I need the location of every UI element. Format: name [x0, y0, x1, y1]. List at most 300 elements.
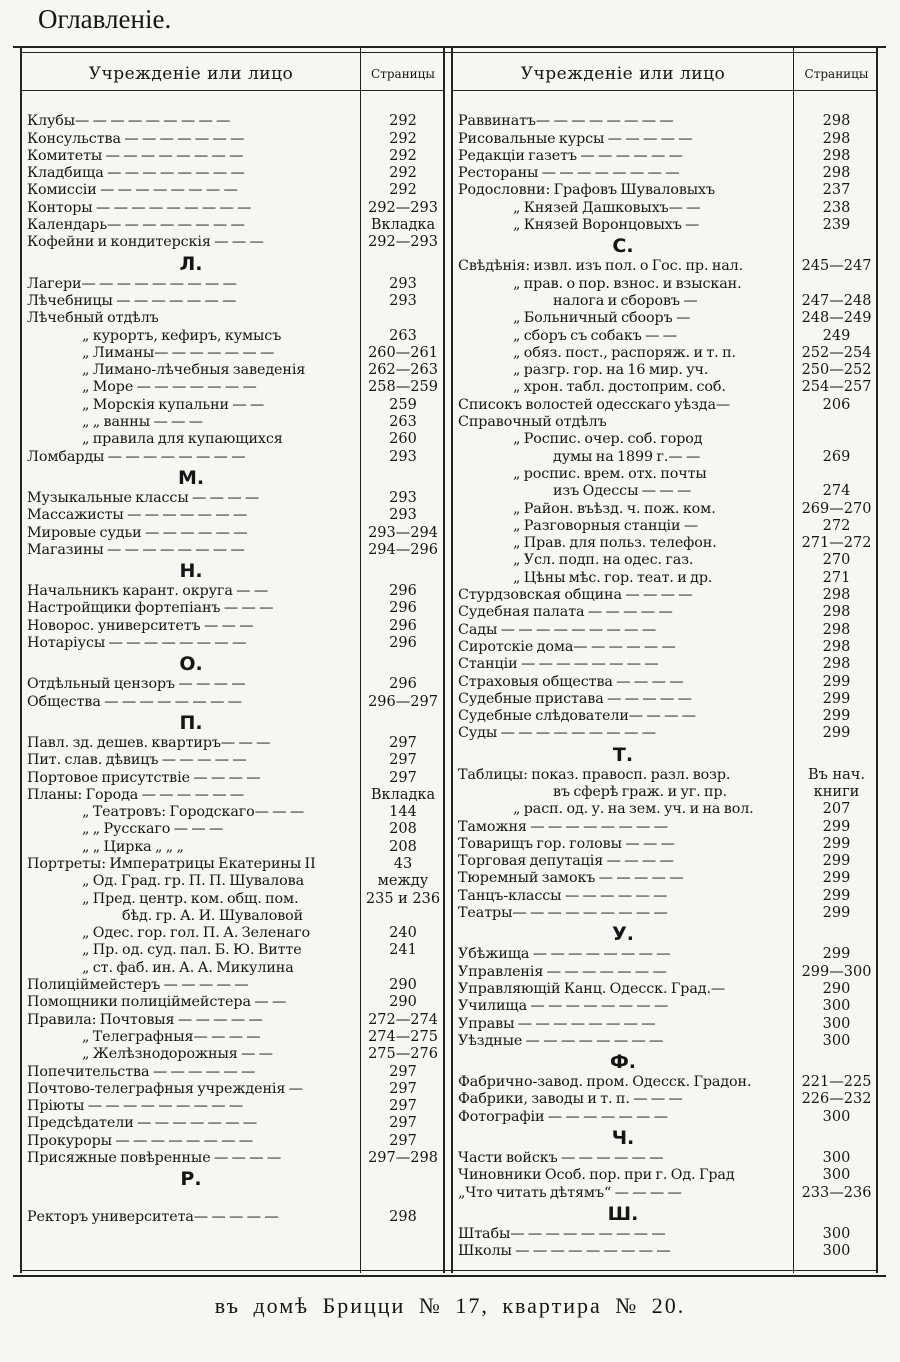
- entry-name: Сиротскіе дома— — — — — —: [458, 638, 676, 655]
- index-entry: [453, 1226, 876, 1243]
- entry-name: Присяжные повѣренные — — — —: [27, 1150, 282, 1167]
- entry-page: 292: [389, 113, 417, 130]
- letter-heading-text: Н.: [179, 560, 203, 583]
- entry-page: Вкладка: [370, 217, 436, 234]
- index-entry: [22, 217, 443, 234]
- letter-heading-text: Ч.: [611, 1127, 635, 1150]
- entry-page: 226—232: [801, 1091, 872, 1108]
- entry-page: 299: [822, 835, 851, 852]
- entry-page: 262—263: [368, 362, 438, 379]
- entry-name: „ Цѣны мѣс. гор. теат. и др.: [513, 569, 713, 586]
- entry-name: „ Прав. для польз. телефон.: [513, 535, 717, 552]
- entry-page: 298: [822, 130, 851, 147]
- entry-name: Чиновники Особ. пор. при г. Од. Град: [458, 1167, 735, 1184]
- letter-heading: [22, 652, 443, 676]
- letter-heading-text: М.: [177, 466, 205, 489]
- entry-page: 300: [822, 1032, 851, 1049]
- entry-name: „ курортъ, кефиръ, кумысъ: [82, 327, 282, 344]
- entry-name: Планы: Города — — — — — —: [27, 786, 245, 803]
- index-entry: [22, 1081, 443, 1098]
- entry-page: 292: [389, 165, 417, 182]
- index-entry: [453, 905, 876, 922]
- entry-page: 260—261: [368, 344, 438, 361]
- entry-name: Тюремный замокъ — — — — —: [458, 870, 684, 887]
- entry-page: 297: [389, 769, 417, 786]
- index-entry: [453, 535, 876, 552]
- entry-page: 292—293: [368, 234, 438, 251]
- entry-name: „ правила для купающихся: [82, 431, 283, 448]
- letter-heading: [453, 1050, 876, 1074]
- entry-name: „ роспис. врем. отх. почты: [513, 465, 707, 482]
- entry-page: 297: [389, 1132, 417, 1149]
- entry-page: книги: [813, 783, 860, 800]
- index-entry: [453, 1091, 876, 1108]
- index-entry: [22, 977, 443, 994]
- letter-heading-text: У.: [612, 923, 634, 946]
- index-entry: [453, 639, 876, 656]
- index-entry: [453, 981, 876, 998]
- index-entry: [453, 276, 876, 293]
- entry-page: 300: [822, 1243, 851, 1260]
- letter-heading: [453, 1126, 876, 1150]
- index-entry: [22, 1115, 443, 1132]
- index-entry: [453, 870, 876, 887]
- entry-page: 299: [822, 870, 851, 887]
- entry-page: 290: [389, 977, 417, 994]
- entry-name: Пит. слав. дѣвицъ — — — — —: [27, 752, 247, 769]
- index-entry: [22, 148, 443, 165]
- index-entry: [22, 200, 443, 217]
- entry-page: 299: [822, 708, 851, 725]
- index-entry: [453, 328, 876, 345]
- index-entry: [453, 946, 876, 963]
- index-entry: [22, 507, 443, 524]
- index-entry: [453, 414, 876, 431]
- index-entry: [453, 604, 876, 621]
- entry-page: 272—274: [368, 1011, 438, 1028]
- entry-page: 206: [822, 396, 851, 413]
- entry-page: 293: [389, 448, 417, 465]
- left-rows: [22, 96, 443, 1226]
- entry-name: „ хрон. табл. достоприм. соб.: [513, 379, 726, 396]
- entry-page: 300: [822, 1225, 851, 1242]
- entry-page: 238: [822, 199, 851, 216]
- entry-page: 239: [822, 217, 851, 234]
- index-entry: [22, 925, 443, 942]
- index-entry: [22, 600, 443, 617]
- entry-name: Помощники полиціймейстера — —: [27, 994, 287, 1011]
- entry-name: Почтово-телеграфныя учрежденія —: [27, 1080, 303, 1097]
- entry-name: Рестораны — — — — — — — —: [458, 165, 680, 182]
- entry-page: 300: [822, 998, 851, 1015]
- entry-name: Станціи — — — — — — — —: [458, 656, 659, 673]
- entry-name: „ Разговорныя станціи —: [513, 517, 699, 534]
- entry-page: 293: [389, 507, 417, 524]
- entry-page: 293—294: [368, 524, 438, 541]
- entry-page: 208: [389, 838, 417, 855]
- entry-page: 296: [389, 600, 417, 617]
- right-column-header: [453, 56, 876, 91]
- entry-page: 270: [822, 552, 851, 569]
- index-entry: [22, 1098, 443, 1115]
- entry-page: 245—247: [801, 258, 872, 275]
- entry-name: въ сферѣ граж. и уг. пр.: [553, 783, 727, 800]
- entry-page: 263: [389, 327, 417, 344]
- index-entry: [22, 1133, 443, 1150]
- entry-name: Массажисты — — — — — — —: [27, 507, 248, 524]
- entry-name: Общества — — — — — — — —: [27, 693, 242, 710]
- entry-name: Лѣчебный отдѣлъ: [27, 310, 159, 327]
- letter-heading: [22, 711, 443, 735]
- index-entry: [453, 853, 876, 870]
- entry-name: Ректоръ университета— — — — —: [27, 1208, 279, 1225]
- right-column: [451, 46, 878, 1273]
- entry-page: 252—254: [801, 344, 872, 361]
- entry-page: 299: [822, 673, 851, 690]
- entry-page: 293: [389, 489, 417, 506]
- index-entry: [453, 1109, 876, 1126]
- entry-name: Отдѣльный цензоръ — — — —: [27, 676, 246, 693]
- index-entry: [22, 787, 443, 804]
- right-rows: [453, 96, 876, 1261]
- entry-name: „ Пред. центр. ком. общ. пом.: [82, 890, 299, 907]
- entry-name: Школы — — — — — — — — —: [458, 1243, 671, 1260]
- entry-name: Настройщики фортепіанъ — — —: [27, 600, 274, 617]
- entry-page: 298: [822, 587, 851, 604]
- entry-page: 292—293: [368, 199, 438, 216]
- index-entry: [453, 200, 876, 217]
- entry-name: Мировые судьи — — — — — —: [27, 524, 248, 541]
- index-entry: [453, 131, 876, 148]
- entry-name: Начальникъ карант. округа — —: [27, 583, 269, 600]
- letter-heading-text: Ш.: [607, 1202, 639, 1225]
- entry-page: 300: [822, 1108, 851, 1125]
- letter-heading: [453, 234, 876, 258]
- index-entry: [453, 622, 876, 639]
- index-entry: [22, 397, 443, 414]
- entry-page: 269: [822, 448, 851, 465]
- entry-name: „ Пр. од. суд. пал. Б. Ю. Витте: [82, 942, 302, 959]
- entry-name: Консульства — — — — — — —: [27, 130, 245, 147]
- left-header-pages: Страницы: [371, 67, 435, 81]
- index-entry: [22, 328, 443, 345]
- index-entry: [22, 635, 443, 652]
- entry-page: 299: [822, 853, 851, 870]
- entry-page: 298: [822, 604, 851, 621]
- index-entry: [22, 583, 443, 600]
- index-entry: [22, 694, 443, 711]
- index-entry: [453, 293, 876, 310]
- entry-page: 249: [822, 327, 851, 344]
- index-entry: [453, 836, 876, 853]
- entry-name: „ обяз. пост., распоряж. и т. п.: [513, 344, 736, 361]
- letter-heading-text: Ф.: [609, 1051, 637, 1074]
- entry-page: 298: [822, 165, 851, 182]
- entry-name: Комиссіи — — — — — — — —: [27, 182, 238, 199]
- index-entry: [22, 525, 443, 542]
- index-entry: [453, 501, 876, 518]
- entry-name: Штабы— — — — — — — — —: [458, 1225, 666, 1242]
- entry-name: Сады — — — — — — — — —: [458, 621, 657, 638]
- entry-page: 269—270: [801, 500, 872, 517]
- entry-name: „ Од. Град. гр. П. П. Шувалова: [82, 873, 305, 890]
- letter-heading-text: Л.: [179, 252, 203, 275]
- index-entry: [22, 804, 443, 821]
- index-entry: [453, 1185, 876, 1202]
- entry-page: 274: [822, 483, 851, 500]
- index-entry: [22, 379, 443, 396]
- entry-page: 275—276: [368, 1046, 438, 1063]
- letter-heading: [22, 466, 443, 490]
- entry-page: 292: [389, 130, 417, 147]
- index-entry: [453, 217, 876, 234]
- index-entry: [453, 1033, 876, 1050]
- entry-page: 263: [389, 414, 417, 431]
- index-entry: [453, 466, 876, 483]
- entry-name: „ „ ванны — — —: [82, 414, 203, 431]
- entry-name: Портовое присутствіе — — — —: [27, 769, 261, 786]
- index-entry: [22, 234, 443, 251]
- entry-page: 293: [389, 275, 417, 292]
- entry-name: „ прав. о пор. взнос. и взыскан.: [513, 275, 742, 292]
- index-entry: [453, 1074, 876, 1091]
- entry-page: 207: [822, 801, 851, 818]
- entry-page: 290: [822, 980, 851, 997]
- entry-name: „ Желѣзнодорожныя — —: [82, 1046, 273, 1063]
- entry-page: 293: [389, 292, 417, 309]
- letter-heading-text: С.: [612, 235, 634, 258]
- letter-heading: [22, 252, 443, 276]
- entry-page: 299—300: [801, 963, 872, 980]
- footer-address: въ домѣ Брицци № 17, квартира № 20.: [214, 1293, 686, 1318]
- index-entry: [22, 873, 443, 890]
- entry-page: 233—236: [801, 1184, 872, 1201]
- entry-name: „Что читать дѣтямъ“ — — — —: [458, 1184, 682, 1201]
- entry-name: Кладбища — — — — — — — —: [27, 165, 245, 182]
- index-entry: [22, 618, 443, 635]
- right-header-name: Учрежденіе или лицо: [520, 64, 726, 84]
- entry-page: 221—225: [801, 1074, 872, 1091]
- index-entry: [22, 960, 443, 977]
- entry-page: 254—257: [801, 379, 872, 396]
- entry-page: 296: [389, 617, 417, 634]
- entry-name: думы на 1899 г.— —: [553, 448, 701, 465]
- entry-page: 299: [822, 818, 851, 835]
- entry-page: 248—249: [801, 310, 872, 327]
- letter-heading: [453, 922, 876, 946]
- index-entry: [22, 293, 443, 310]
- entry-page: 298: [822, 621, 851, 638]
- entry-page: 299: [822, 905, 851, 922]
- index-entry: [453, 518, 876, 535]
- index-entry: [453, 784, 876, 801]
- entry-page: 237: [822, 182, 851, 199]
- entry-name: „ ст. фаб. ин. А. А. Микулина: [82, 959, 294, 976]
- index-entry: [453, 345, 876, 362]
- index-entry: [22, 449, 443, 466]
- index-entry: [22, 276, 443, 293]
- entry-page: 297: [389, 1115, 417, 1132]
- index-entry: [22, 856, 443, 873]
- index-entry: [22, 752, 443, 769]
- entry-page: 271: [822, 569, 851, 586]
- entry-name: Клубы— — — — — — — — —: [27, 113, 231, 130]
- entry-name: Уѣздные — — — — — — — —: [458, 1032, 664, 1049]
- entry-name: Кофейни и кондитерскія — — —: [27, 234, 264, 251]
- letter-heading-text: Р.: [180, 1168, 202, 1191]
- index-entry: [22, 1150, 443, 1167]
- entry-page: 292: [389, 182, 417, 199]
- entry-page: Въ нач.: [808, 766, 865, 783]
- entry-page: 298: [389, 1208, 417, 1225]
- index-entry: [22, 362, 443, 379]
- entry-page: 297: [389, 1080, 417, 1097]
- entry-name: Товарищъ гор. головы — — —: [458, 835, 675, 852]
- letter-heading: [22, 559, 443, 583]
- entry-name: Попечительства — — — — — —: [27, 1063, 256, 1080]
- entry-name: Нотаріусы — — — — — — — —: [27, 635, 247, 652]
- index-entry: [453, 570, 876, 587]
- entry-name: Части войскъ — — — — — —: [458, 1150, 664, 1167]
- entry-name: „ „ Цирка „ „ „: [82, 838, 184, 855]
- index-entry: [22, 770, 443, 787]
- entry-page: 272: [822, 517, 851, 534]
- entry-page: 299: [822, 946, 851, 963]
- index-entry: [22, 113, 443, 130]
- entry-name: Конторы — — — — — — — — —: [27, 199, 252, 216]
- index-entry: [453, 819, 876, 836]
- entry-page: 298: [822, 638, 851, 655]
- entry-name: Стурдзовская община — — — —: [458, 587, 693, 604]
- entry-name: „ Телеграфныя— — — —: [82, 1028, 261, 1045]
- entry-name: Судебные пристава — — — — —: [458, 690, 692, 707]
- index-entry: [453, 691, 876, 708]
- spacer-row: [453, 96, 876, 113]
- index-entry: [22, 1209, 443, 1226]
- entry-page: 298: [822, 113, 851, 130]
- index-entry: [453, 964, 876, 981]
- index-entry: [453, 587, 876, 604]
- spacer-row: [22, 1191, 443, 1208]
- letter-heading-text: Т.: [612, 743, 634, 766]
- index-entry: [22, 735, 443, 752]
- entry-name: Суды — — — — — — — — —: [458, 725, 656, 742]
- entry-page: 296: [389, 583, 417, 600]
- index-entry: [453, 674, 876, 691]
- index-entry: [453, 801, 876, 818]
- letter-heading: [22, 1167, 443, 1191]
- index-entry: [22, 891, 443, 908]
- index-entry: [22, 182, 443, 199]
- entry-name: Свѣдѣнія: извл. изъ пол. о Гос. пр. нал.: [458, 258, 744, 275]
- entry-page: 274—275: [368, 1028, 438, 1045]
- entry-page: 259: [389, 396, 417, 413]
- left-column-header: [22, 56, 443, 91]
- entry-page: 144: [389, 804, 417, 821]
- entry-name: Портреты: Императрицы Екатерины II: [27, 855, 316, 872]
- entry-page: 247—248: [801, 292, 872, 309]
- entry-page: 299: [822, 690, 851, 707]
- entry-name: Лѣчебницы — — — — — — —: [27, 292, 237, 309]
- entry-name: Прокуроры — — — — — — — —: [27, 1132, 254, 1149]
- entry-name: Фабрики, заводы и т. п. — — —: [458, 1091, 683, 1108]
- entry-name: Рисовальные курсы — — — — —: [458, 130, 693, 147]
- index-entry: [453, 310, 876, 327]
- entry-page: между: [377, 873, 429, 890]
- entry-name: „ сборъ съ собакъ — —: [513, 327, 677, 344]
- entry-name: Новорос. университетъ — — —: [27, 617, 254, 634]
- index-entry: [453, 998, 876, 1015]
- index-entry: [22, 310, 443, 327]
- index-entry: [453, 767, 876, 784]
- entry-name: Родословни: Графовъ Шуваловыхъ: [458, 182, 716, 199]
- entry-name: Правила: Почтовыя — — — — —: [27, 1011, 263, 1028]
- letter-heading: [453, 743, 876, 767]
- entry-name: Магазины — — — — — — — —: [27, 541, 245, 558]
- right-header-pages: Страницы: [804, 67, 869, 81]
- index-entry: [453, 725, 876, 742]
- entry-name: „ Одес. гор. гол. П. А. Зеленаго: [82, 925, 310, 942]
- index-entry: [22, 431, 443, 448]
- index-entry: [453, 165, 876, 182]
- entry-page: 296: [389, 676, 417, 693]
- entry-page: 43: [393, 855, 413, 872]
- entry-page: 241: [389, 942, 417, 959]
- entry-name: Списокъ волостей одесскаго уѣзда—: [458, 396, 731, 413]
- letter-heading-text: О.: [179, 653, 203, 676]
- entry-name: Справочный отдѣлъ: [458, 414, 607, 431]
- entry-name: Предсѣдатели — — — — — — —: [27, 1115, 258, 1132]
- entry-page: 298: [822, 656, 851, 673]
- entry-name: Ломбарды — — — — — — — —: [27, 448, 246, 465]
- entry-name: „ „ Русскаго — — —: [82, 821, 224, 838]
- entry-name: „ Район. въѣзд. ч. пож. ком.: [513, 500, 716, 517]
- index-entry: [22, 1012, 443, 1029]
- entry-page: 292: [389, 147, 417, 164]
- index-entry: [453, 656, 876, 673]
- entry-name: „ Князей Дашковыхъ— —: [513, 199, 701, 216]
- spacer-row: [22, 96, 443, 113]
- index-entry: [453, 148, 876, 165]
- index-entry: [453, 113, 876, 130]
- entry-name: Фотографіи — — — — — — —: [458, 1108, 668, 1125]
- entry-page: 298: [822, 147, 851, 164]
- entry-name: Торговая депутація — — — —: [458, 853, 674, 870]
- index-entry: [453, 449, 876, 466]
- entry-page: 299: [822, 887, 851, 904]
- entry-page: 290: [389, 994, 417, 1011]
- entry-page: Вкладка: [370, 786, 436, 803]
- letter-heading: [453, 1202, 876, 1226]
- left-header-name: Учрежденіе или лицо: [88, 64, 294, 84]
- entry-name: Училища — — — — — — — —: [458, 998, 669, 1015]
- entry-page: 208: [389, 821, 417, 838]
- entry-page: 297: [389, 1098, 417, 1115]
- index-entry: [453, 1167, 876, 1184]
- index-entry: [453, 379, 876, 396]
- entry-name: Страховыя общества — — — —: [458, 673, 684, 690]
- index-entry: [22, 490, 443, 507]
- entry-page: 294—296: [368, 541, 438, 558]
- entry-page: 300: [822, 1015, 851, 1032]
- entry-name: бѣд. гр. А. И. Шуваловой: [122, 907, 304, 924]
- entry-name: налога и сборовъ —: [553, 292, 698, 309]
- left-column: [20, 46, 445, 1273]
- index-entry: [453, 258, 876, 275]
- index-entry: [453, 552, 876, 569]
- entry-name: „ Лимано-лѣчебныя заведенія: [82, 362, 306, 379]
- entry-name: „ Роспис. очер. соб. город: [513, 431, 703, 448]
